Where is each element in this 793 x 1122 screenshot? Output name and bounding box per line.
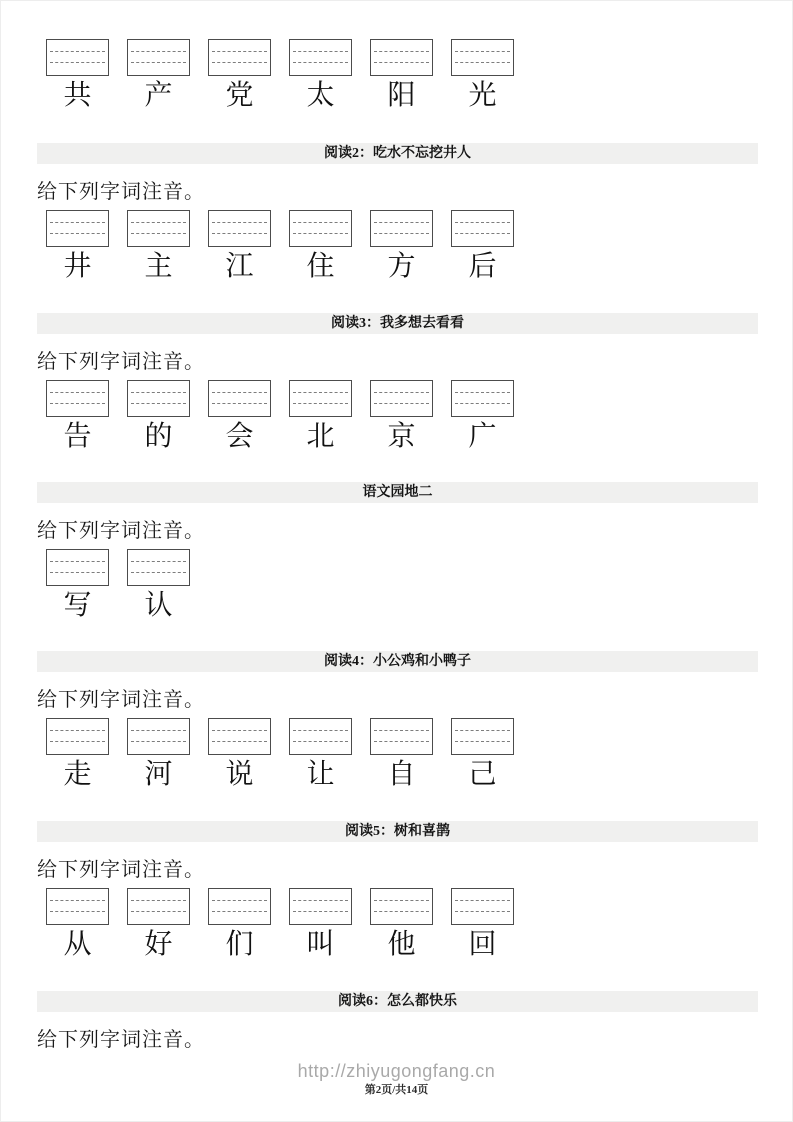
- character-label: 会: [225, 421, 254, 452]
- section-header: 阅读3：我多想去看看: [37, 313, 758, 334]
- section-reading-4: [37, 651, 758, 791]
- character-label: 方: [387, 251, 416, 282]
- pinyin-guide-line: [131, 233, 186, 234]
- pinyin-guide-line: [455, 392, 510, 393]
- pinyin-cell: [370, 210, 433, 283]
- pinyin-guide-line: [293, 222, 348, 223]
- character-label: 叫: [306, 929, 335, 960]
- instruction-text: 给下列字词注音。: [37, 859, 205, 881]
- pinyin-input-box[interactable]: [289, 888, 352, 925]
- character-label: 告: [63, 421, 92, 452]
- pinyin-input-box[interactable]: [127, 549, 190, 586]
- pinyin-cell: [451, 210, 514, 283]
- pinyin-input-box[interactable]: [46, 210, 109, 247]
- pinyin-guide-line: [455, 730, 510, 731]
- instruction-text: 给下列字词注音。: [37, 520, 205, 542]
- character-label: 好: [144, 929, 173, 960]
- pinyin-guide-line: [293, 911, 348, 912]
- pinyin-guide-line: [50, 561, 105, 562]
- pinyin-guide-line: [374, 51, 429, 52]
- pinyin-cell: [208, 210, 271, 283]
- pinyin-input-box[interactable]: [451, 380, 514, 417]
- character-label: 的: [144, 421, 173, 452]
- character-label: 主: [144, 251, 173, 282]
- pinyin-guide-line: [50, 741, 105, 742]
- character-label: 己: [468, 759, 497, 790]
- pinyin-guide-line: [131, 222, 186, 223]
- pinyin-guide-line: [50, 730, 105, 731]
- pinyin-input-box[interactable]: [370, 210, 433, 247]
- pinyin-input-box[interactable]: [451, 39, 514, 76]
- character-label: 他: [387, 929, 416, 960]
- pinyin-cell: [127, 888, 190, 961]
- pinyin-guide-line: [293, 233, 348, 234]
- pinyin-guide-line: [374, 62, 429, 63]
- pinyin-cell: [208, 39, 271, 112]
- pinyin-guide-line: [131, 392, 186, 393]
- pinyin-input-box[interactable]: [46, 718, 109, 755]
- character-label: 北: [306, 421, 335, 452]
- instruction-text: 给下列字词注音。: [37, 689, 205, 711]
- character-label: 共: [63, 80, 92, 111]
- pinyin-guide-line: [374, 403, 429, 404]
- pinyin-cell: [289, 718, 352, 791]
- pinyin-guide-line: [212, 911, 267, 912]
- pinyin-cell: [127, 718, 190, 791]
- section-header: 阅读4：小公鸡和小鸭子: [37, 651, 758, 672]
- pinyin-guide-line: [212, 51, 267, 52]
- pinyin-guide-line: [212, 403, 267, 404]
- pinyin-cell: [370, 718, 433, 791]
- pinyin-input-box[interactable]: [451, 210, 514, 247]
- pinyin-guide-line: [293, 741, 348, 742]
- pinyin-input-box[interactable]: [370, 718, 433, 755]
- pinyin-cell: [46, 718, 109, 791]
- instruction-text: 给下列字词注音。: [37, 181, 205, 203]
- pinyin-input-box[interactable]: [289, 210, 352, 247]
- pinyin-input-box[interactable]: [451, 888, 514, 925]
- pinyin-box-row: [46, 718, 758, 791]
- watermark-url: http://zhiyugongfang.cn: [297, 1061, 496, 1081]
- pinyin-cell: [451, 380, 514, 453]
- pinyin-guide-line: [212, 62, 267, 63]
- pinyin-cell: [127, 210, 190, 283]
- pinyin-cell: [451, 888, 514, 961]
- pinyin-guide-line: [50, 233, 105, 234]
- pinyin-cell: [46, 888, 109, 961]
- pinyin-input-box[interactable]: [289, 718, 352, 755]
- pinyin-guide-line: [131, 741, 186, 742]
- pinyin-guide-line: [131, 62, 186, 63]
- pinyin-input-box[interactable]: [208, 39, 271, 76]
- pinyin-guide-line: [374, 730, 429, 731]
- pinyin-input-box[interactable]: [127, 210, 190, 247]
- pinyin-cell: [208, 380, 271, 453]
- pinyin-guide-line: [50, 403, 105, 404]
- pinyin-guide-line: [50, 51, 105, 52]
- section-reading-2: [37, 143, 758, 283]
- pinyin-cell: [127, 380, 190, 453]
- pinyin-guide-line: [212, 730, 267, 731]
- instruction-text: 给下列字词注音。: [37, 351, 205, 373]
- section-reading-6: [37, 991, 758, 1052]
- pinyin-cell: [370, 39, 433, 112]
- section-continued-row: [37, 39, 758, 112]
- character-label: 走: [63, 759, 92, 790]
- pinyin-guide-line: [293, 900, 348, 901]
- pinyin-cell: [127, 549, 190, 622]
- pinyin-guide-line: [131, 51, 186, 52]
- pinyin-guide-line: [455, 222, 510, 223]
- pinyin-box-row: [46, 549, 758, 622]
- pinyin-guide-line: [455, 900, 510, 901]
- character-label: 光: [468, 80, 497, 111]
- pinyin-cell: [127, 39, 190, 112]
- pinyin-guide-line: [293, 730, 348, 731]
- pinyin-cell: [289, 380, 352, 453]
- pinyin-cell: [370, 380, 433, 453]
- pinyin-cell: [289, 888, 352, 961]
- pinyin-guide-line: [131, 572, 186, 573]
- pinyin-input-box[interactable]: [370, 380, 433, 417]
- pinyin-guide-line: [50, 900, 105, 901]
- pinyin-box-row: [46, 888, 758, 961]
- pinyin-cell: [46, 39, 109, 112]
- pinyin-cell: [289, 210, 352, 283]
- pinyin-guide-line: [50, 62, 105, 63]
- pinyin-cell: [370, 888, 433, 961]
- section-yuwen-yuandi-2: [37, 482, 758, 622]
- pinyin-guide-line: [374, 900, 429, 901]
- section-header: 阅读6：怎么都快乐: [37, 991, 758, 1012]
- section-reading-5: [37, 821, 758, 961]
- pinyin-input-box[interactable]: [127, 718, 190, 755]
- character-label: 让: [306, 759, 335, 790]
- pinyin-guide-line: [455, 233, 510, 234]
- pinyin-input-box[interactable]: [208, 210, 271, 247]
- pinyin-box-row: [46, 210, 758, 283]
- pinyin-input-box[interactable]: [208, 888, 271, 925]
- pinyin-guide-line: [212, 233, 267, 234]
- section-header: 语文园地二: [37, 482, 758, 503]
- pinyin-guide-line: [455, 403, 510, 404]
- pinyin-input-box[interactable]: [127, 380, 190, 417]
- pinyin-guide-line: [50, 911, 105, 912]
- pinyin-input-box[interactable]: [370, 39, 433, 76]
- character-label: 认: [144, 590, 173, 621]
- pinyin-input-box[interactable]: [46, 380, 109, 417]
- pinyin-guide-line: [455, 911, 510, 912]
- character-label: 从: [63, 929, 92, 960]
- pinyin-guide-line: [131, 730, 186, 731]
- pinyin-guide-line: [212, 900, 267, 901]
- character-label: 江: [225, 251, 254, 282]
- pinyin-cell: [451, 39, 514, 112]
- pinyin-guide-line: [293, 403, 348, 404]
- pinyin-cell: [208, 718, 271, 791]
- pinyin-cell: [451, 718, 514, 791]
- character-label: 井: [63, 251, 92, 282]
- pinyin-guide-line: [50, 392, 105, 393]
- pinyin-cell: [46, 549, 109, 622]
- pinyin-guide-line: [212, 392, 267, 393]
- section-reading-3: [37, 313, 758, 453]
- pinyin-cell: [289, 39, 352, 112]
- pinyin-guide-line: [131, 561, 186, 562]
- pinyin-guide-line: [293, 392, 348, 393]
- pinyin-guide-line: [374, 392, 429, 393]
- character-label: 们: [225, 929, 254, 960]
- page-number: 第2页/共14页: [364, 1084, 429, 1096]
- character-label: 广: [468, 421, 497, 452]
- pinyin-guide-line: [212, 222, 267, 223]
- character-label: 后: [468, 251, 497, 282]
- pinyin-guide-line: [455, 51, 510, 52]
- character-label: 京: [387, 421, 416, 452]
- pinyin-input-box[interactable]: [46, 549, 109, 586]
- character-label: 河: [144, 759, 173, 790]
- character-label: 写: [63, 590, 92, 621]
- character-label: 住: [306, 251, 335, 282]
- section-header: 阅读2：吃水不忘挖井人: [37, 143, 758, 164]
- pinyin-guide-line: [293, 62, 348, 63]
- pinyin-box-row: [46, 380, 758, 453]
- character-label: 产: [144, 80, 173, 111]
- pinyin-input-box[interactable]: [127, 888, 190, 925]
- pinyin-input-box[interactable]: [46, 39, 109, 76]
- pinyin-cell: [46, 210, 109, 283]
- pinyin-input-box[interactable]: [46, 888, 109, 925]
- instruction-text: 给下列字词注音。: [37, 1029, 205, 1051]
- pinyin-input-box[interactable]: [208, 718, 271, 755]
- pinyin-guide-line: [374, 741, 429, 742]
- pinyin-guide-line: [455, 741, 510, 742]
- pinyin-guide-line: [50, 222, 105, 223]
- pinyin-box-row: [46, 39, 758, 112]
- pinyin-guide-line: [50, 572, 105, 573]
- pinyin-guide-line: [212, 741, 267, 742]
- section-header: 阅读5：树和喜鹊: [37, 821, 758, 842]
- pinyin-cell: [46, 380, 109, 453]
- pinyin-guide-line: [455, 62, 510, 63]
- character-label: 说: [225, 759, 254, 790]
- pinyin-input-box[interactable]: [289, 380, 352, 417]
- pinyin-guide-line: [131, 403, 186, 404]
- pinyin-guide-line: [374, 911, 429, 912]
- character-label: 太: [306, 80, 335, 111]
- pinyin-guide-line: [131, 911, 186, 912]
- pinyin-guide-line: [293, 51, 348, 52]
- pinyin-guide-line: [374, 233, 429, 234]
- pinyin-input-box[interactable]: [370, 888, 433, 925]
- pinyin-input-box[interactable]: [289, 39, 352, 76]
- pinyin-input-box[interactable]: [127, 39, 190, 76]
- pinyin-guide-line: [131, 900, 186, 901]
- character-label: 党: [225, 80, 254, 111]
- character-label: 回: [468, 929, 497, 960]
- character-label: 自: [387, 759, 416, 790]
- pinyin-cell: [208, 888, 271, 961]
- pinyin-input-box[interactable]: [208, 380, 271, 417]
- character-label: 阳: [387, 80, 416, 111]
- pinyin-input-box[interactable]: [451, 718, 514, 755]
- pinyin-guide-line: [374, 222, 429, 223]
